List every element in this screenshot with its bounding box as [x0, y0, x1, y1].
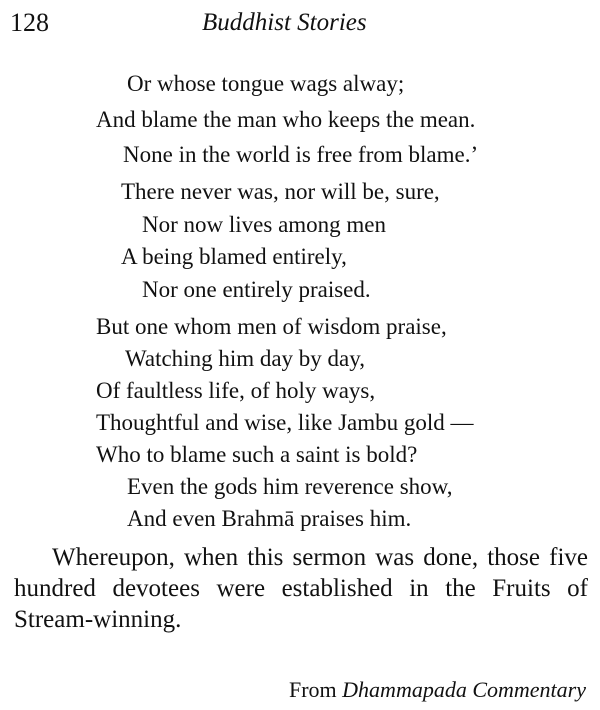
source-citation: [289, 676, 586, 704]
running-title: Buddhist Stories: [202, 9, 367, 36]
verse-line: There never was, nor will be, sure,: [121, 179, 440, 204]
verse-line: Who to blame such a saint is bold?: [96, 442, 418, 467]
source-prefix: From: [288, 677, 337, 702]
verse-line: Or whose tongue wags alway;: [127, 71, 405, 96]
prose-paragraph: [14, 542, 588, 635]
verse-line: And blame the man who keeps the mean.: [96, 107, 476, 132]
verse-line: But one whom men of wisdom praise,: [96, 314, 447, 339]
verse-line: Even the gods him reverence show,: [127, 474, 453, 499]
verse-line: Nor now lives among men: [142, 212, 387, 237]
page-number: 128: [10, 8, 49, 37]
prose-text: Whereupon, when this sermon was done, those five hundred devotees were established in the Fruits of Stream-winning.: [14, 544, 588, 633]
verse-line: Thoughtful and wise, like Jambu gold —: [96, 410, 474, 435]
verse-line: A being blamed entirely,: [121, 244, 347, 269]
verse-line: Nor one entirely praised.: [142, 277, 371, 302]
source-work-title: Dhammapada Commentary: [342, 677, 586, 702]
verse-line: Of faultless life, of holy ways,: [96, 378, 376, 403]
verse-line: And even Brahmā praises him.: [127, 506, 412, 531]
verse-line: None in the world is free from blame.’: [123, 142, 479, 167]
page-header: [10, 6, 590, 40]
verse-line: Watching him day by day,: [125, 346, 366, 371]
